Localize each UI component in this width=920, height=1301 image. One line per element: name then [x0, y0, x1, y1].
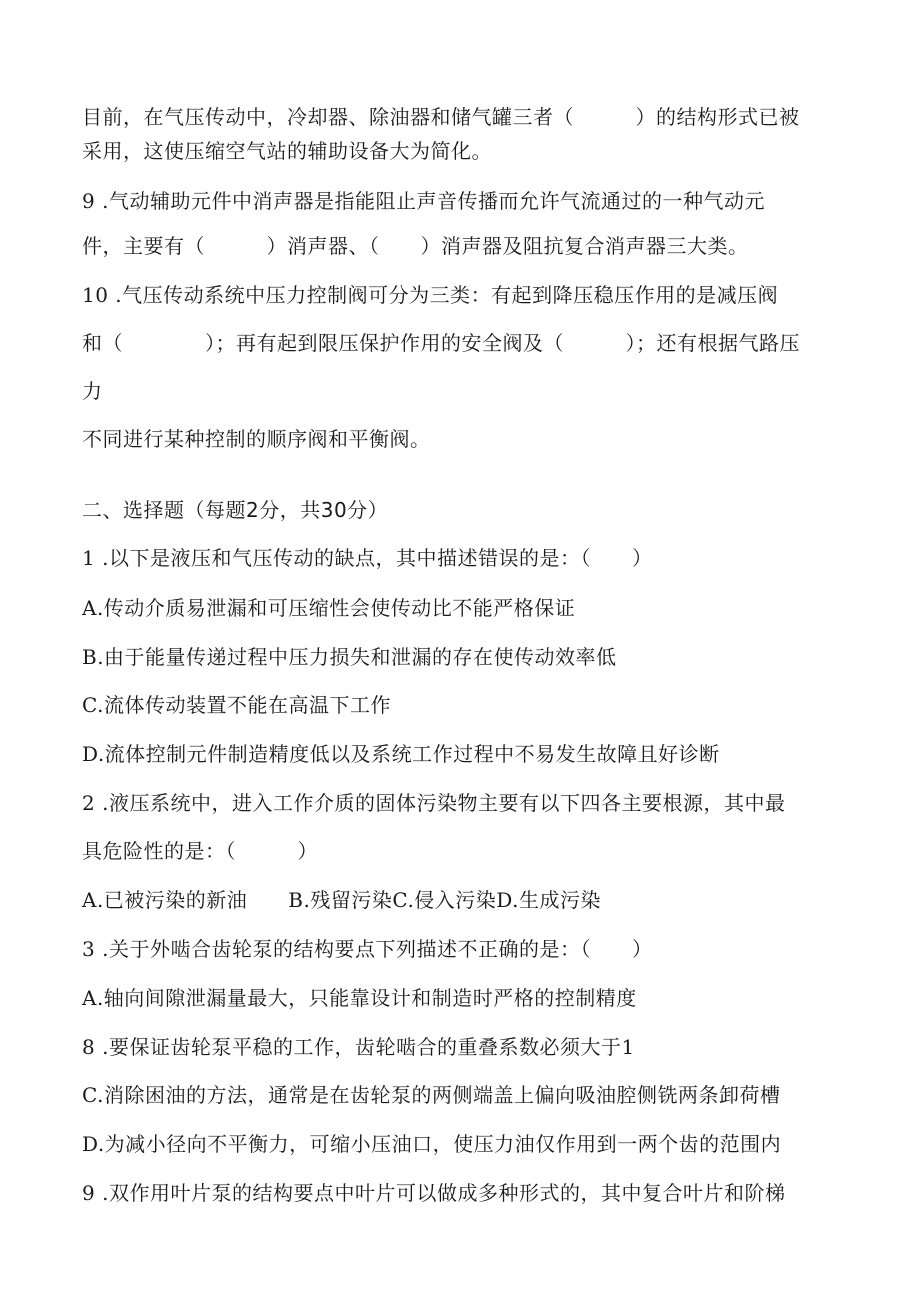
question-2-stem: 具危险性的是：（ ） — [82, 839, 318, 863]
question-9-stem: 9 .双作用叶片泵的结构要点中叶片可以做成多种形式的，其中复合叶片和阶梯 — [82, 1181, 786, 1205]
question-10-line: 和（ ）；再有起到限压保护作用的安全阀及（ ）；还有根据气路压 — [82, 331, 800, 355]
paragraph-line: 采用，这使压缩空气站的辅助设备大为简化。 — [82, 139, 492, 163]
question-2-options: A.已被污染的新油 B.残留污染C.侵入污染D.生成污染 — [82, 888, 601, 912]
option-a: A.轴向间隙泄漏量最大，只能靠设计和制造时严格的控制精度 — [82, 986, 637, 1010]
question-3-stem: 3 .关于外啮合齿轮泵的结构要点下列描述不正确的是：（ ） — [82, 937, 653, 961]
question-9-line: 件，主要有（ ）消声器、（ ）消声器及阻抗复合消声器三大类。 — [82, 234, 749, 258]
question-1-stem: 1 .以下是液压和气压传动的缺点，其中描述错误的是：（ ） — [82, 546, 653, 570]
option-b: B.由于能量传递过程中压力损失和泄漏的存在使传动效率低 — [82, 645, 617, 669]
question-2-stem: 2 .液压系统中，进入工作介质的固体污染物主要有以下四各主要根源，其中最 — [82, 791, 786, 815]
option-c: C.消除困油的方法，通常是在齿轮泵的两侧端盖上偏向吸油腔侧铣两条卸荷槽 — [82, 1083, 781, 1107]
section-heading: 二、选择题（每题2分，共30分） — [82, 498, 389, 522]
option-d: D.流体控制元件制造精度低以及系统工作过程中不易发生故障且好诊断 — [82, 742, 720, 766]
option-c: C.流体传动装置不能在高温下工作 — [82, 693, 391, 717]
option-a: A.传动介质易泄漏和可压缩性会使传动比不能严格保证 — [82, 596, 576, 620]
option-line: 8 .要保证齿轮泵平稳的工作，齿轮啮合的重叠系数必须大于1 — [82, 1035, 635, 1059]
question-9-line: 9 .气动辅助元件中消声器是指能阻止声音传播而允许气流通过的一种气动元 — [82, 189, 765, 213]
paragraph-line: 目前，在气压传动中，冷却器、除油器和储气罐三者（ ）的结构形式已被 — [82, 105, 800, 129]
question-10-line: 不同进行某种控制的顺序阀和平衡阀。 — [82, 427, 431, 451]
question-10-line: 10 .气压传动系统中压力控制阀可分为三类：有起到降压稳压作用的是减压阀 — [82, 283, 779, 307]
question-10-line: 力 — [82, 379, 103, 403]
option-d: D.为减小径向不平衡力，可缩小压油口，使压力油仅作用到一两个齿的范围内 — [82, 1132, 782, 1156]
